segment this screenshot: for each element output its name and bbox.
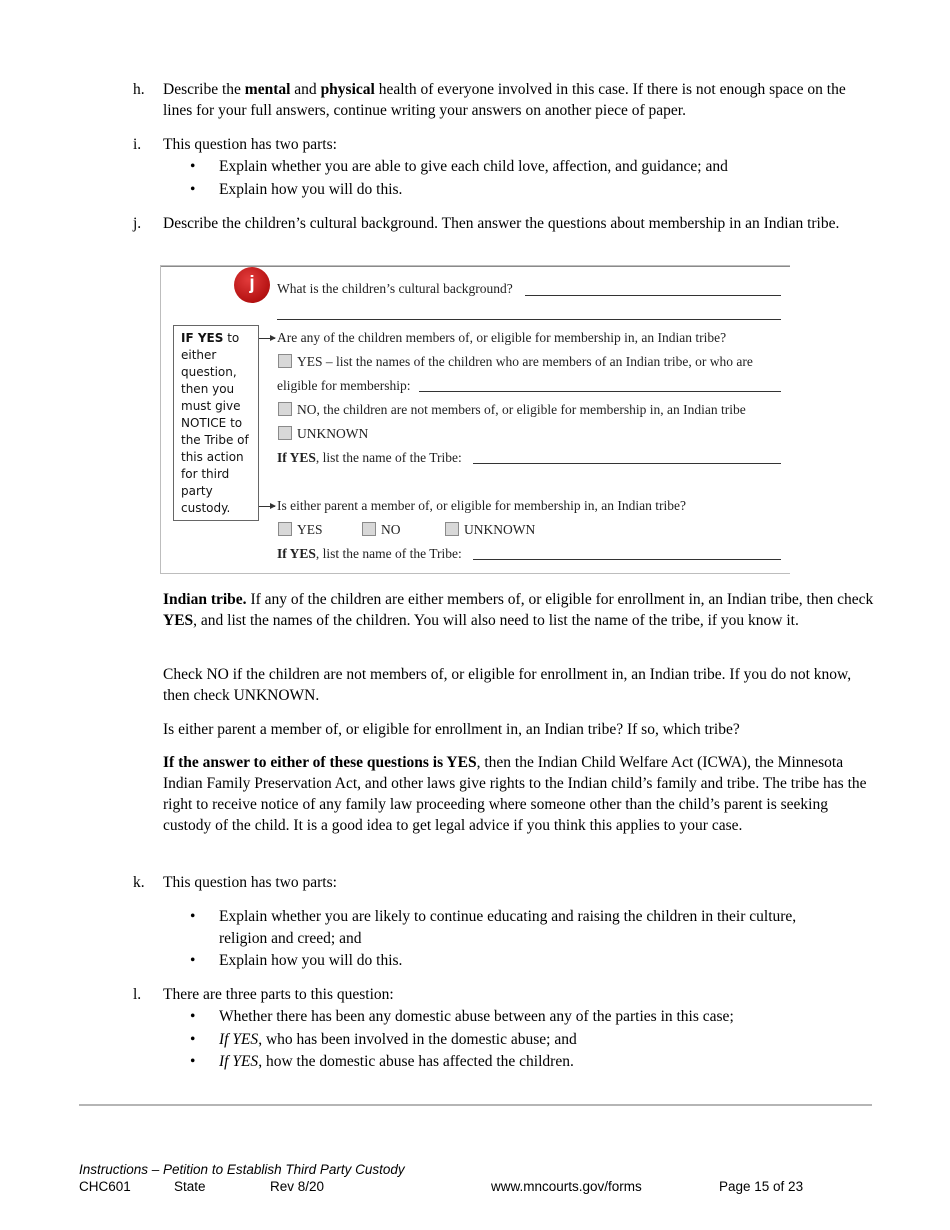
yes-checkbox[interactable] (278, 354, 292, 368)
cultural-background-question: What is the children’s cultural background? (277, 281, 513, 296)
form-excerpt-image (160, 265, 790, 574)
tribe-name-label: If YES, list the name of the Tribe: (277, 450, 462, 465)
children-membership-question: Are any of the children members of, or eligible for membership in, an Indian tribe? (277, 330, 727, 345)
parent-yes-label: YES (297, 522, 323, 537)
unknown-checkbox[interactable] (278, 426, 292, 440)
item-letter-l: l. (133, 986, 142, 1003)
footer-revision: Rev 8/20 (270, 1179, 325, 1194)
footer-state: State (174, 1179, 206, 1194)
item-k-text: This question has two parts: (163, 874, 337, 891)
parent-tribe-name-label: If YES, list the name of the Tribe: (277, 546, 462, 561)
parent-no-label: NO (381, 522, 401, 537)
j-badge-icon: j (234, 267, 270, 303)
item-letter-j: j. (133, 215, 142, 232)
parent-unknown-label: UNKNOWN (464, 522, 536, 537)
icwa-paragraph: If the answer to either of these questions is YES, then the Indian Child Welfare Act (ICWA), the Minnesota Indian Family Preservation Act, and other laws give rights to the Indian child’s family and tribe. The tribe has the right to receive notice of any family law proceeding where someone other than the child’s parent is seeking custody of the child. It is a good idea to get legal advice if you think this applies to your case. (163, 754, 867, 834)
item-h-text: Describe the mental and physical health of everyone involved in this case. If there is not enough space on the lines for your full answers, continue writing your answers on another piece of paper. (163, 81, 846, 119)
parent-no-checkbox[interactable] (362, 522, 376, 536)
parent-yes-checkbox[interactable] (278, 522, 292, 536)
yes-option-label-cont: eligible for membership: (277, 378, 411, 393)
bullet-item-cont: religion and creed; and (219, 930, 362, 947)
item-i-text: This question has two parts: (163, 136, 337, 153)
item-j-text: Describe the children’s cultural background. Then answer the questions about membership in an Indian tribe. (163, 215, 840, 232)
parent-unknown-checkbox[interactable] (445, 522, 459, 536)
footer-title: Instructions – Petition to Establish Third Party Custody (79, 1162, 405, 1177)
indian-tribe-paragraph: Indian tribe. If any of the children are either members of, or eligible for enrollment in, an Indian tribe, then check YES, and list the names of the children. You will also need to list the name of the tribe, if you know it. (163, 591, 874, 629)
item-l-text: There are three parts to this question: (163, 986, 394, 1003)
footer-form-code: CHC601 (79, 1179, 131, 1194)
unknown-option-label: UNKNOWN (297, 426, 369, 441)
arrow-icon (259, 506, 275, 507)
item-letter-k: k. (133, 874, 145, 891)
check-no-paragraph: Check NO if the children are not members of, or eligible for enrollment in, an Indian tribe. If you do not know, then check UNKNOWN. (163, 666, 852, 704)
item-letter-h: h. (133, 81, 145, 98)
no-option-label: NO, the children are not members of, or eligible for membership in, an Indian tribe (297, 402, 746, 417)
no-checkbox[interactable] (278, 402, 292, 416)
notice-sidebox: IF YES to either question, then you must give NOTICE to the Tribe of this action for third party custody. (173, 325, 259, 521)
yes-option-label: YES – list the names of the children who are members of an Indian tribe, or who are (297, 354, 753, 369)
item-letter-i: i. (133, 136, 142, 153)
footer-divider (79, 1104, 872, 1106)
either-parent-paragraph: Is either parent a member of, or eligible for enrollment in, an Indian tribe? If so, which tribe? (163, 721, 740, 738)
footer-page-number: Page 15 of 23 (719, 1179, 804, 1194)
footer-url[interactable]: www.mncourts.gov/forms (491, 1179, 642, 1194)
parent-membership-question: Is either parent a member of, or eligible for membership in, an Indian tribe? (277, 498, 686, 513)
arrow-icon (259, 338, 275, 339)
